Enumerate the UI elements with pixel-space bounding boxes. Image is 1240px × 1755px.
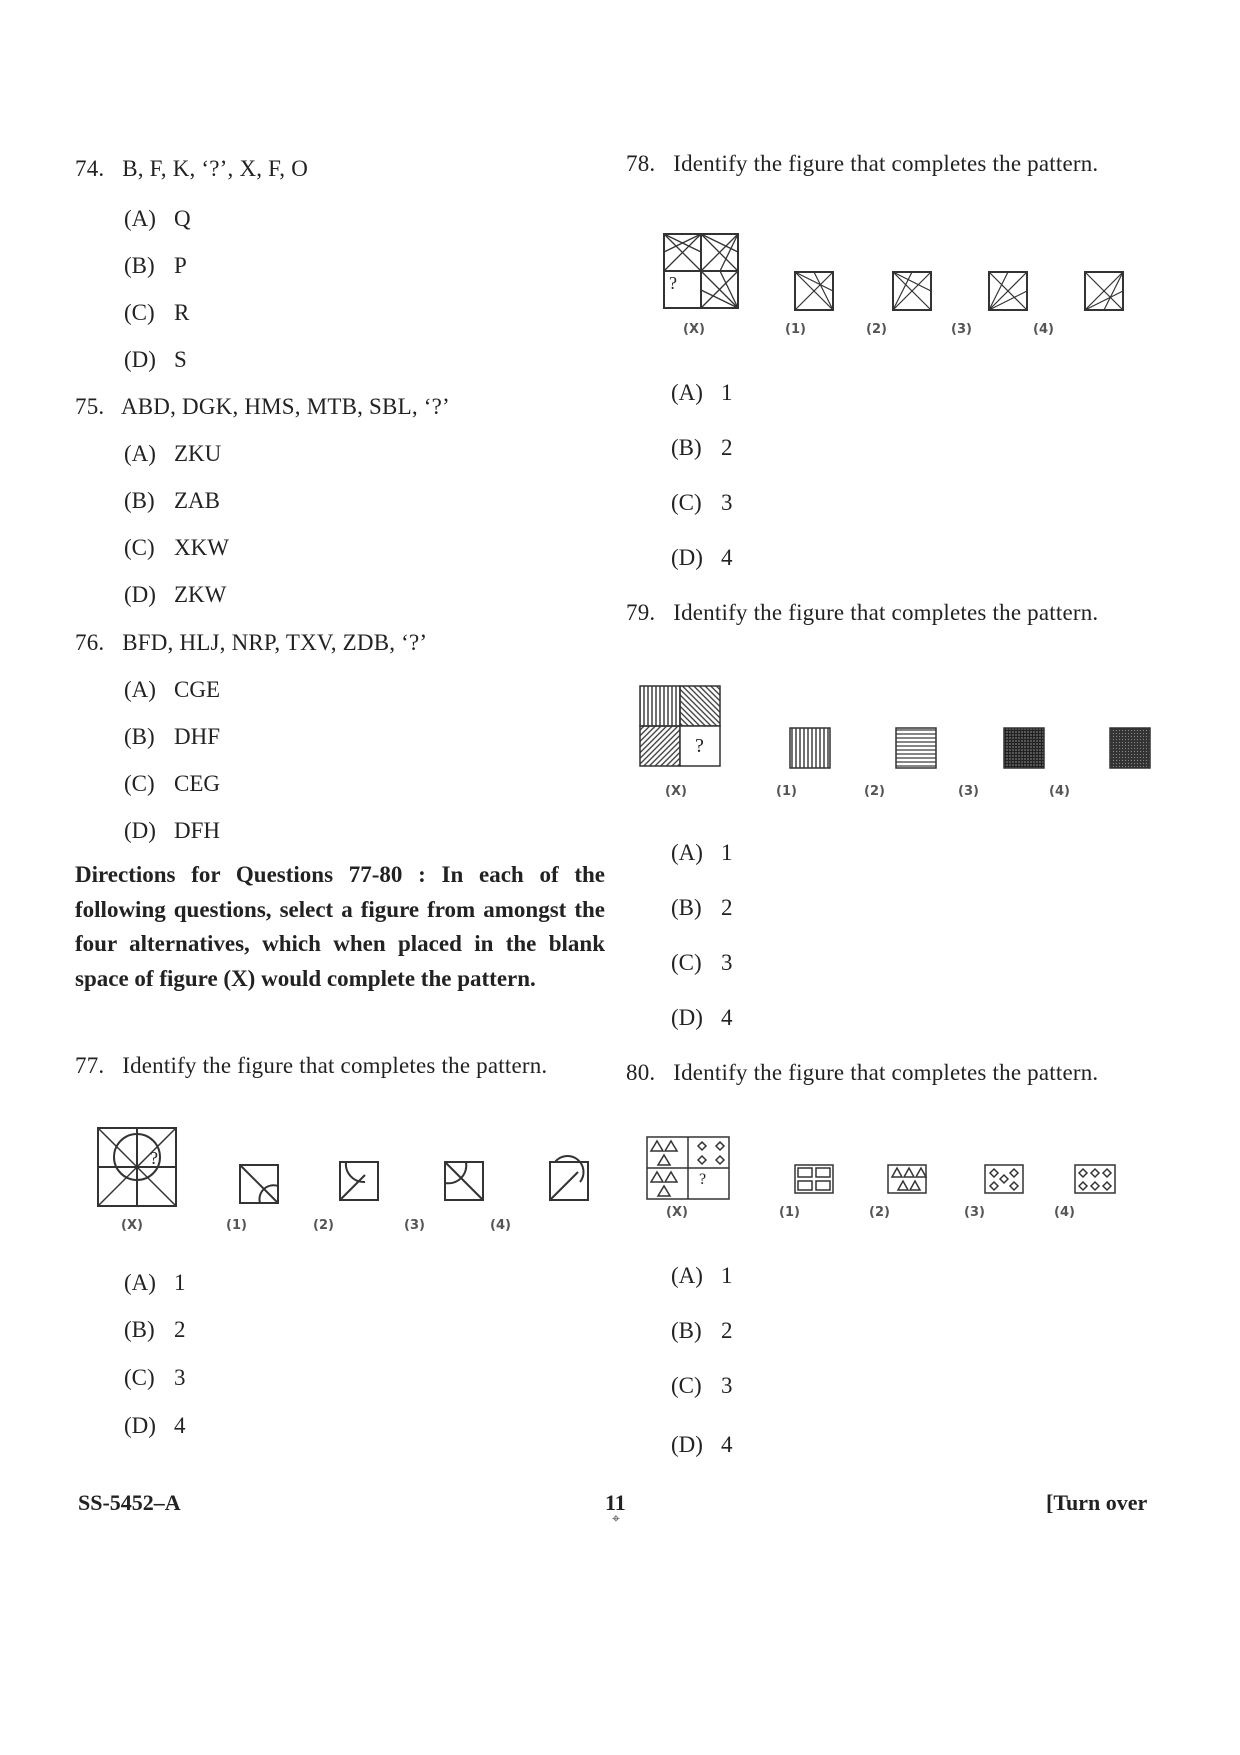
option-text: DFH: [174, 818, 221, 843]
option-c: [671, 950, 733, 976]
option-c: [124, 771, 220, 797]
question-number: 75.: [75, 394, 105, 419]
registration-mark-icon: ⌖: [612, 1512, 620, 1527]
question-number: 74.: [75, 156, 105, 181]
directions-77-80: Directions for Questions 77-80 : In each of the following questions, select a figure from amongst the four alternatives, which when placed in the blank space of figure (X) would complete the pattern.: [75, 862, 605, 991]
option-label: (C): [124, 1365, 155, 1390]
figure-78-svg: [660, 230, 1140, 330]
option-text: 3: [721, 1373, 733, 1398]
option-c: [124, 300, 189, 326]
option-label: (A): [124, 441, 156, 466]
question-number: 80.: [626, 1060, 656, 1085]
option-label: (B): [671, 435, 702, 460]
option-d: [124, 1413, 186, 1439]
question-number: 79.: [626, 600, 656, 625]
figure-79-svg: [638, 684, 1158, 784]
option-text: CEG: [174, 771, 220, 796]
option-text: 2: [721, 895, 733, 920]
question-stem: Identify the figure that completes the pattern.: [673, 600, 1099, 625]
option-text: 2: [721, 435, 733, 460]
option-label: (A): [124, 1270, 156, 1295]
option-text: 1: [721, 840, 733, 865]
label-x: (X): [121, 1218, 143, 1233]
option-label: (C): [671, 950, 702, 975]
question-79: [626, 600, 1098, 626]
option-label: (D): [671, 1005, 703, 1030]
option-text: ZKU: [174, 441, 222, 466]
label-x: (X): [665, 784, 687, 799]
question-75: [75, 394, 450, 420]
option-label: (A): [671, 1263, 703, 1288]
label-1: (1): [779, 1205, 800, 1220]
option-label: (A): [124, 677, 156, 702]
option-text: P: [174, 253, 187, 278]
option-text: 1: [721, 1263, 733, 1288]
option-label: (B): [124, 253, 155, 278]
question-74: [75, 156, 308, 182]
option-text: 2: [174, 1317, 186, 1342]
label-1: (1): [776, 784, 797, 799]
question-number: 76.: [75, 630, 105, 655]
label-4: (4): [1049, 784, 1070, 799]
option-c: [671, 490, 733, 516]
question-mark: ?: [669, 273, 677, 293]
option-label: (C): [124, 771, 155, 796]
option-text: 1: [721, 380, 733, 405]
question-mark: ?: [699, 1171, 707, 1188]
option-text: 4: [721, 545, 733, 570]
option-label: (B): [124, 1317, 155, 1342]
option-c: [124, 535, 229, 561]
option-c: [671, 1373, 733, 1399]
option-text: ZKW: [174, 582, 227, 607]
option-label: (C): [671, 1373, 702, 1398]
paper-code: SS-5452–A: [78, 1490, 181, 1515]
question-stem: Identify the figure that completes the pattern.: [673, 151, 1099, 176]
option-text: 4: [174, 1413, 186, 1438]
option-label: (C): [124, 535, 155, 560]
option-d: [124, 818, 220, 844]
label-3: (3): [404, 1218, 425, 1233]
figure-77: [90, 1120, 620, 1240]
option-a: [124, 677, 220, 703]
option-text: 3: [721, 950, 733, 975]
option-b: [124, 1317, 186, 1343]
option-b: [671, 895, 733, 921]
option-b: [124, 488, 220, 514]
label-2: (2): [864, 784, 885, 799]
option-d: [124, 582, 226, 608]
option-a: [124, 206, 191, 232]
question-stem: BFD, HLJ, NRP, TXV, ZDB, ‘?’: [122, 630, 428, 655]
option-text: CGE: [174, 677, 220, 702]
option-a: [124, 1270, 186, 1296]
question-stem: Identify the figure that completes the pattern.: [673, 1060, 1099, 1085]
option-label: (B): [671, 1318, 702, 1343]
label-2: (2): [866, 322, 887, 337]
label-2: (2): [869, 1205, 890, 1220]
label-4: (4): [1033, 322, 1054, 337]
option-text: 2: [721, 1318, 733, 1343]
option-label: (B): [124, 724, 155, 749]
label-4: (4): [1054, 1205, 1075, 1220]
option-text: 3: [721, 490, 733, 515]
option-text: S: [174, 347, 187, 372]
question-80: [626, 1060, 1098, 1086]
option-text: XKW: [174, 535, 229, 560]
option-text: 3: [174, 1365, 186, 1390]
option-c: [124, 1365, 186, 1391]
figure-79: [638, 684, 1158, 784]
option-text: 1: [174, 1270, 186, 1295]
option-label: (D): [124, 582, 156, 607]
option-label: (A): [671, 380, 703, 405]
option-label: (D): [124, 818, 156, 843]
figure-80-svg: [645, 1135, 1165, 1215]
question-76: [75, 630, 427, 656]
option-text: 4: [721, 1005, 733, 1030]
label-1: (1): [785, 322, 806, 337]
label-3: (3): [964, 1205, 985, 1220]
option-text: ZAB: [174, 488, 220, 513]
option-b: [124, 724, 220, 750]
option-text: R: [174, 300, 190, 325]
question-mark: ?: [695, 735, 704, 757]
option-label: (B): [671, 895, 702, 920]
option-b: [124, 253, 187, 279]
page-number: 11: [605, 1490, 626, 1515]
option-d: [124, 347, 187, 373]
option-label: (D): [124, 347, 156, 372]
figure-77-svg: [90, 1120, 620, 1240]
option-b: [671, 435, 733, 461]
option-text: 4: [721, 1432, 733, 1457]
question-number: 77.: [75, 1053, 105, 1078]
label-3: (3): [958, 784, 979, 799]
option-text: Q: [174, 206, 191, 231]
option-label: (A): [671, 840, 703, 865]
question-stem: B, F, K, ‘?’, X, F, O: [122, 156, 309, 181]
label-4: (4): [490, 1218, 511, 1233]
option-d: [671, 1432, 733, 1458]
question-stem: Identify the figure that completes the pattern.: [122, 1053, 548, 1078]
question-number: 78.: [626, 151, 656, 176]
option-label: (A): [124, 206, 156, 231]
question-mark: ?: [150, 1148, 158, 1168]
option-label: (D): [124, 1413, 156, 1438]
option-text: DHF: [174, 724, 221, 749]
label-x: (X): [683, 322, 705, 337]
label-3: (3): [951, 322, 972, 337]
figure-78: [660, 230, 1140, 330]
question-77: [75, 1053, 547, 1079]
label-2: (2): [313, 1218, 334, 1233]
option-d: [671, 1005, 733, 1031]
option-label: (B): [124, 488, 155, 513]
option-d: [671, 545, 733, 571]
option-b: [671, 1318, 733, 1344]
question-stem: ABD, DGK, HMS, MTB, SBL, ‘?’: [120, 394, 450, 419]
option-label: (C): [124, 300, 155, 325]
label-1: (1): [226, 1218, 247, 1233]
question-78: [626, 151, 1098, 177]
option-a: [671, 380, 733, 406]
figure-80: [645, 1135, 1165, 1215]
turn-over-note: [Turn over: [1046, 1490, 1148, 1515]
option-label: (C): [671, 490, 702, 515]
option-a: [671, 1263, 733, 1289]
option-a: [671, 840, 733, 866]
option-label: (D): [671, 545, 703, 570]
option-label: (D): [671, 1432, 703, 1457]
option-a: [124, 441, 221, 467]
label-x: (X): [666, 1205, 688, 1220]
